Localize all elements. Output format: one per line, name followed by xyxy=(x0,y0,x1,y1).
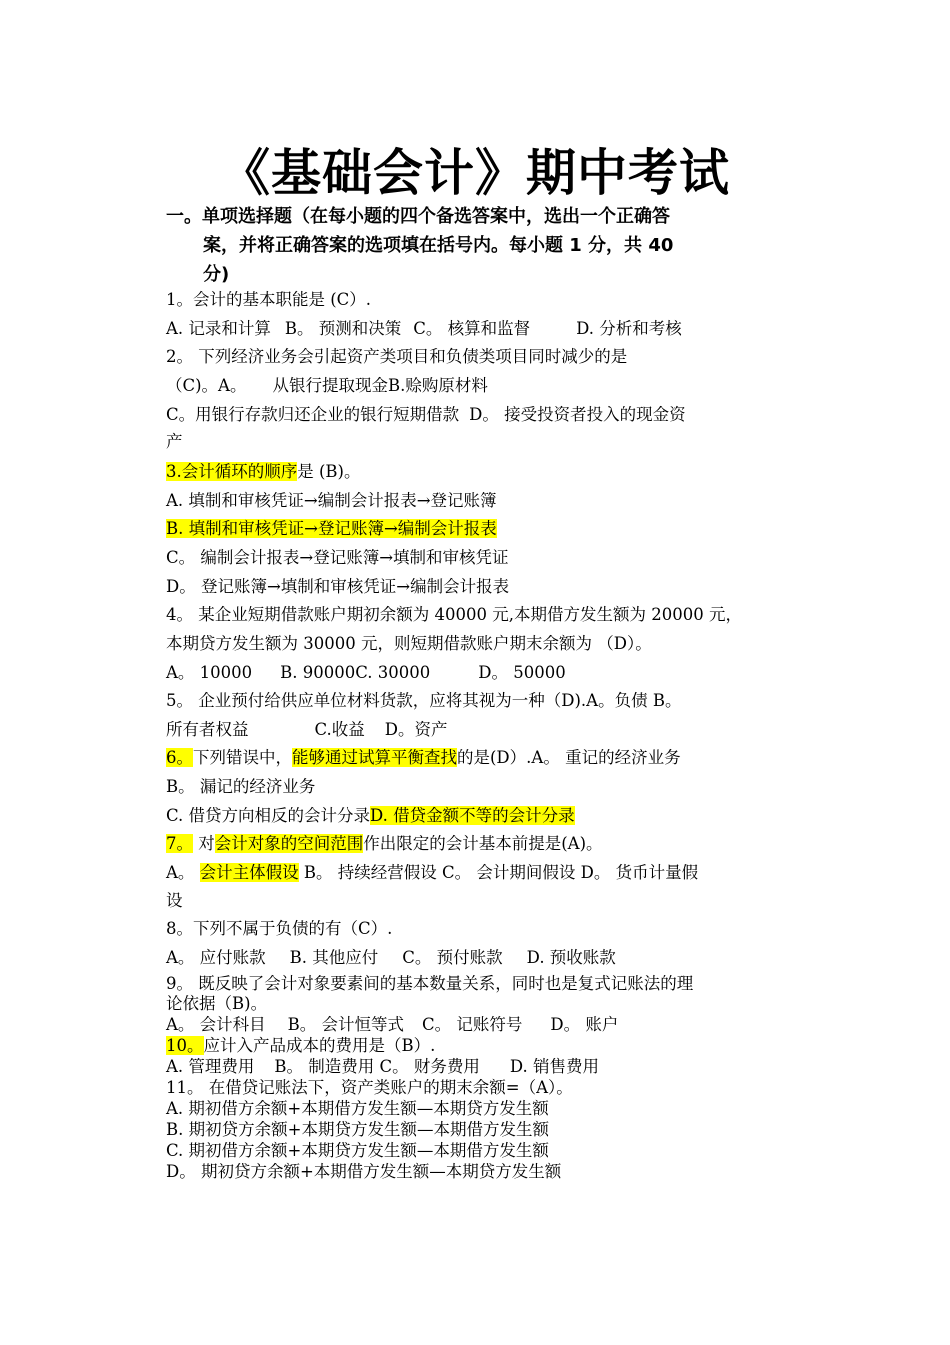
question-3-option-b xyxy=(166,518,806,540)
question-9-stem: 9。 既反映了会计对象要素间的基本数量关系，同时也是复式记账法的理 xyxy=(166,974,694,993)
question-11-option-a: A. 期初借方余额+本期借方发生额—本期贷方发生额 xyxy=(166,1099,549,1118)
question-11-option-c: C. 期初借方余额+本期贷方发生额—本期借方发生额 xyxy=(166,1141,549,1160)
question-1-options xyxy=(166,318,806,340)
option-b: B.赊购原材料 xyxy=(387,376,488,395)
option-a: A。 会计科目 xyxy=(166,1015,266,1034)
option-b-cont: 所有者权益 xyxy=(166,720,249,739)
question-9-options xyxy=(166,1015,806,1035)
highlighted-text: 会计对象的空间范围 xyxy=(214,834,364,853)
section-heading-line: 一。单项选择题（在每小题的四个备选答案中，选出一个正确答 xyxy=(166,206,670,227)
option-d: D. 预收账款 xyxy=(526,948,616,967)
option-b-c: B. 90000C. 30000 xyxy=(280,663,431,682)
highlighted-text: 能够通过试算平衡查找 xyxy=(292,748,457,767)
question-2-stem: 2。 下列经济业务会引起资产类项目和负债类项目同时减少的是 xyxy=(166,347,628,366)
option-b: B。 预测和决策 xyxy=(284,319,402,338)
question-3-option-d: D。 登记账簿→填制和审核凭证→编制会计报表 xyxy=(166,577,510,596)
question-5-stem: 5。 企业预付给供应单位材料货款，应将其视为一种（D).A。负债 B。 xyxy=(166,691,682,710)
question-2-options xyxy=(166,404,806,426)
option-a: A。 10000 xyxy=(166,663,253,682)
question-7-text: 对 xyxy=(193,834,215,853)
question-9-stem-cont: 论依据（B)。 xyxy=(166,994,268,1013)
option-b: B。 会计恒等式 xyxy=(287,1015,405,1034)
question-7-stem xyxy=(166,833,806,855)
option-c: C。 预付账款 xyxy=(402,948,503,967)
option-d: D. 分析和考核 xyxy=(576,319,682,338)
question-10-options xyxy=(166,1057,806,1077)
option-c: C.收益 xyxy=(314,720,365,739)
question-8-options xyxy=(166,947,806,969)
question-4-stem: 4。 某企业短期借款账户期初余额为 40000 元,本期借方发生额为 20000 元， xyxy=(166,605,742,624)
option-a: A。 应付账款 xyxy=(166,948,266,967)
options-rest: B。 持续经营假设 C。 会计期间假设 D。 货币计量假 xyxy=(298,863,699,882)
question-1-stem: 1。会计的基本职能是 (C）. xyxy=(166,290,372,309)
question-4-stem-cont: 本期贷方发生额为 30000 元，则短期借款账户期末余额为 （D）。 xyxy=(166,634,652,653)
question-5-options xyxy=(166,719,806,741)
section-heading-line: 案，并将正确答案的选项填在括号内。每小题 1 分，共 40 xyxy=(203,235,674,256)
option-c: C。用银行存款归还企业的银行短期借款 xyxy=(166,405,460,424)
option-a: A. 管理费用 xyxy=(166,1057,255,1076)
question-2-option-d-cont: 产 xyxy=(166,432,183,451)
question-6-options xyxy=(166,805,806,827)
option-b: B. 其他应付 xyxy=(289,948,379,967)
section-heading-line: 分) xyxy=(203,264,230,285)
question-2-answer-prefix: （C)。A。 xyxy=(166,376,247,395)
highlighted-text: 10。 xyxy=(166,1036,204,1055)
question-4-options xyxy=(166,662,806,684)
question-8-stem: 8。下列不属于负债的有（C）. xyxy=(166,919,393,938)
question-11-option-b: B. 期初贷方余额+本期贷方发生额—本期借方发生额 xyxy=(166,1120,549,1139)
option-d: D。 接受投资者投入的现金资 xyxy=(469,405,686,424)
question-11-stem: 11。 在借贷记账法下，资产类账户的期末余额=（A）。 xyxy=(166,1078,573,1097)
highlighted-text: 3.会计循环的顺序 xyxy=(166,462,298,481)
question-11-option-d: D。 期初贷方余额+本期借方发生额—本期贷方发生额 xyxy=(166,1162,562,1181)
section-heading xyxy=(166,202,806,289)
question-10-stem xyxy=(166,1036,806,1056)
option-c: C。 核算和监督 xyxy=(413,319,531,338)
question-2-stem-cont xyxy=(166,375,806,397)
option-a-label: A。 xyxy=(166,863,200,882)
question-6-option-b: B。 漏记的经济业务 xyxy=(166,777,316,796)
option-d: D. 销售费用 xyxy=(509,1057,600,1076)
highlighted-text: 7。 xyxy=(166,834,193,853)
option-c: C。 记账符号 xyxy=(422,1015,523,1034)
question-6-text: 的是(D）.A。 重记的经济业务 xyxy=(457,748,681,767)
option-d: D。资产 xyxy=(384,720,448,739)
highlighted-text: 6。 xyxy=(166,748,193,767)
question-7-options xyxy=(166,862,806,884)
option-b-c: B。 制造费用 C。 财务费用 xyxy=(274,1057,480,1076)
option-c: C. 借贷方向相反的会计分录 xyxy=(166,806,371,825)
option-a: 从银行提取现金 xyxy=(272,376,388,395)
question-3-stem xyxy=(166,461,806,483)
question-6-stem xyxy=(166,747,806,769)
question-3-option-c: C。 编制会计报表→登记账簿→填制和审核凭证 xyxy=(166,548,509,567)
question-7-text: 作出限定的会计基本前提是(A)。 xyxy=(363,834,603,853)
question-3-option-a: A. 填制和审核凭证→编制会计报表→登记账簿 xyxy=(166,491,497,510)
highlighted-text: D. 借贷金额不等的会计分录 xyxy=(370,806,575,825)
option-d: D。 账户 xyxy=(550,1015,619,1034)
question-6-text: 下列错误中， xyxy=(193,748,292,767)
question-7-options-cont: 设 xyxy=(166,891,183,910)
highlighted-text: B. 填制和审核凭证→登记账簿→编制会计报表 xyxy=(166,519,497,538)
highlighted-text: 会计主体假设 xyxy=(199,863,299,882)
question-3-stem-rest: 是 (B)。 xyxy=(297,462,361,481)
question-10-text: 应计入产品成本的费用是（B）. xyxy=(203,1036,436,1055)
option-a: A. 记录和计算 xyxy=(166,319,271,338)
page-title: 《基础会计》期中考试 xyxy=(220,144,730,202)
option-d: D。 50000 xyxy=(478,663,566,682)
